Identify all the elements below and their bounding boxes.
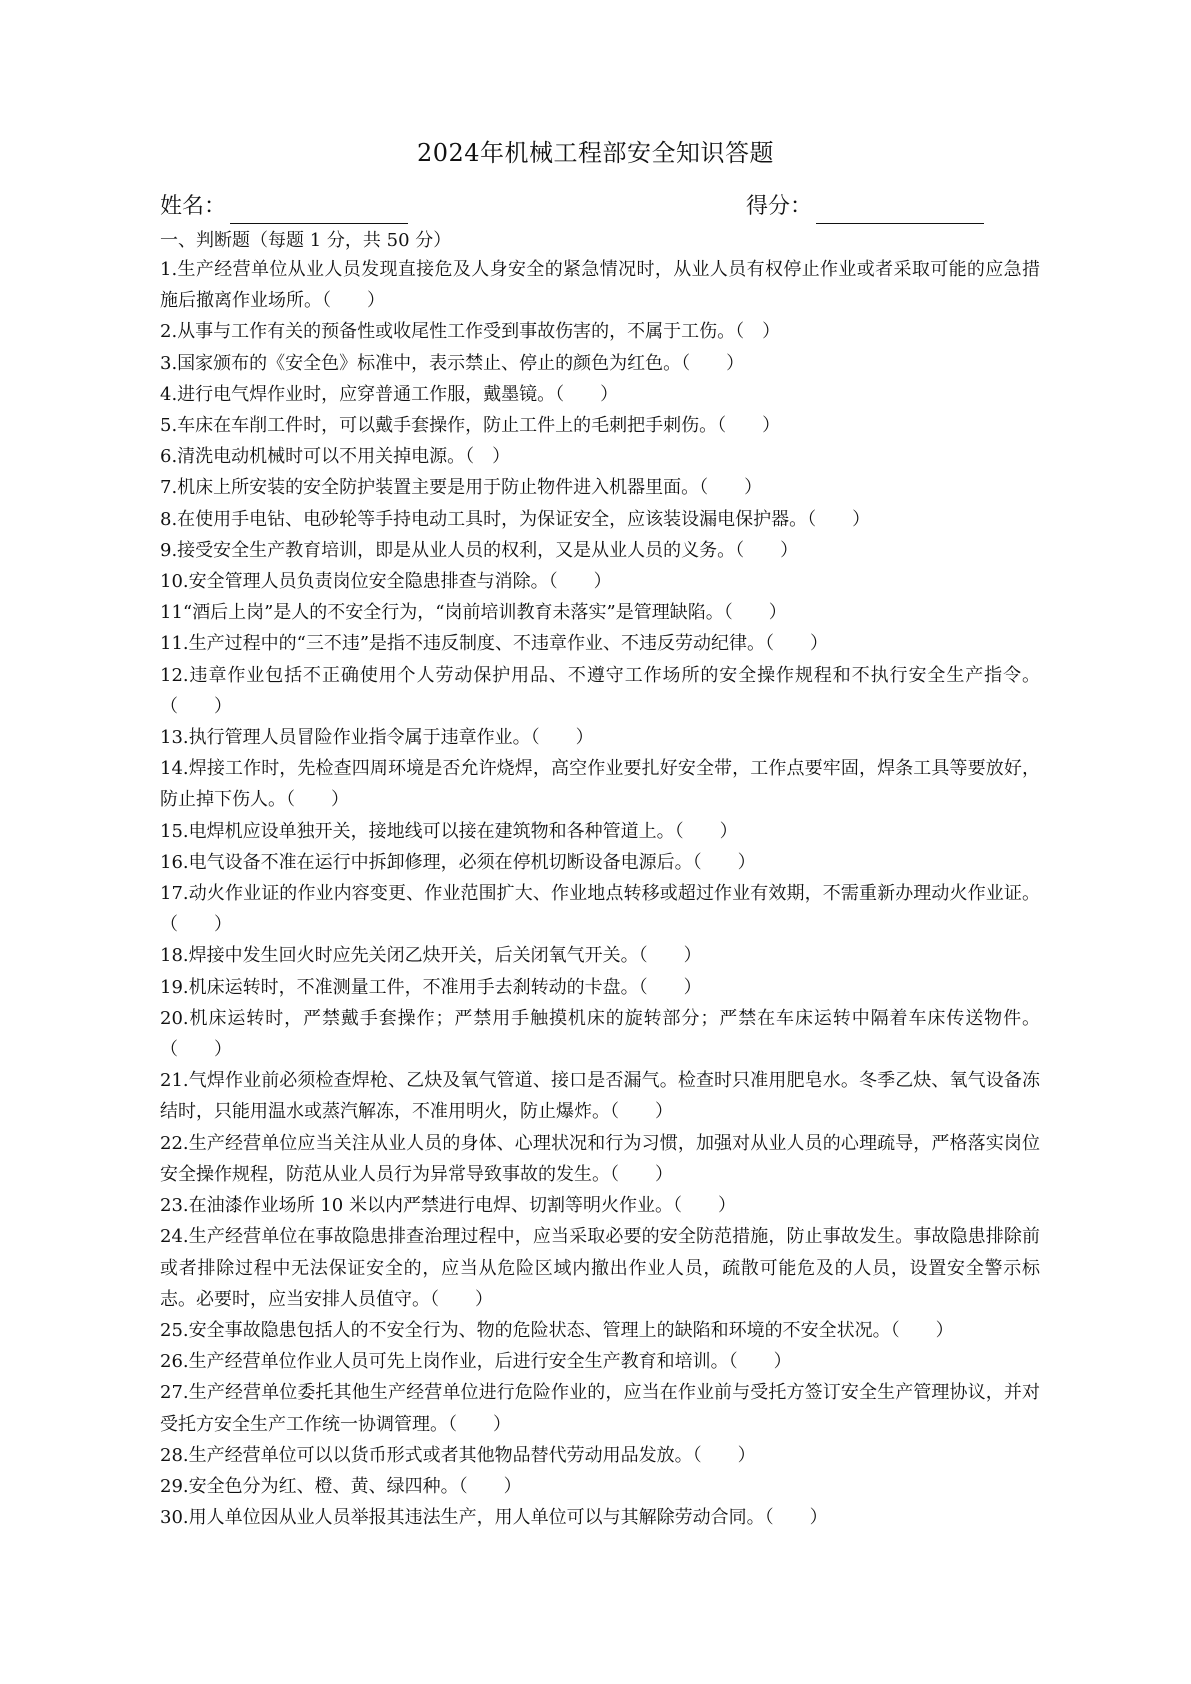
- name-field: [160, 190, 408, 224]
- question-item: 14.焊接工作时，先检查四周环境是否允许烧焊，高空作业要扎好安全带，工作点要牢固，焊条工具等要放好，防止掉下伤人。（ ）: [160, 758, 1040, 811]
- score-blank[interactable]: [816, 195, 984, 224]
- question-item: 29.安全色分为红、橙、黄、绿四种。（ ）: [160, 1475, 522, 1497]
- question-item: 8.在使用手电钻、电砂轮等手持电动工具时，为保证安全，应该装设漏电保护器。（ ）: [160, 508, 871, 530]
- question-item: 20.机床运转时，严禁戴手套操作；严禁用手触摸机床的旋转部分；严禁在车床运转中隔着车床传送物件。（ ）: [160, 1007, 1040, 1061]
- question-item: 18.焊接中发生回火时应先关闭乙炔开关，后关闭氧气开关。（ ）: [160, 945, 702, 967]
- question-item: 5.车床在车削工件时，可以戴手套操作，防止工件上的毛刺把手刺伤。（ ）: [160, 415, 781, 437]
- score-field: [746, 190, 984, 224]
- section-heading: 一、判断题（每题 1 分，共 50 分）: [160, 230, 452, 251]
- question-item: 25.安全事故隐患包括人的不安全行为、物的危险状态、管理上的缺陷和环境的不安全状况。（ ）: [160, 1319, 954, 1341]
- question-list: [160, 254, 1040, 1533]
- question-item: 13.执行管理人员冒险作业指令属于违章作业。（ ）: [160, 727, 594, 749]
- question-item: 11.生产过程中的“三不违”是指不违反制度、不违章作业、不违反劳动纪律。（ ）: [160, 633, 829, 655]
- name-label: 姓名：: [160, 194, 227, 219]
- question-item: 19.机床运转时，不准测量工件，不准用手去刹转动的卡盘。（ ）: [160, 976, 702, 998]
- question-item: 16.电气设备不准在运行中拆卸修理，必须在停机切断设备电源后。（ ）: [160, 851, 756, 873]
- question-item: 27.生产经营单位委托其他生产经营单位进行危险作业的，应当在作业前与受托方签订安全生产管理协议，并对受托方安全生产工作统一协调管理。（ ）: [160, 1382, 1040, 1435]
- header-fields: [160, 190, 1020, 226]
- question-item: 1.生产经营单位从业人员发现直接危及人身安全的紧急情况时，从业人员有权停止作业或者采取可能的应急措施后撤离作业场所。（ ）: [160, 259, 1040, 312]
- question-item: 30.用人单位因从业人员举报其违法生产，用人单位可以与其解除劳动合同。（ ）: [160, 1507, 828, 1529]
- question-item: 9.接受安全生产教育培训，即是从业人员的权利，又是从业人员的义务。（ ）: [160, 539, 799, 561]
- question-item: 22.生产经营单位应当关注从业人员的身体、心理状况和行为习惯，加强对从业人员的心理疏导，严格落实岗位安全操作规程，防范从业人员行为异常导致事故的发生。（ ）: [160, 1132, 1040, 1185]
- question-item: 4.进行电气焊作业时，应穿普通工作服，戴墨镜。（ ）: [160, 383, 619, 405]
- question-item: 10.安全管理人员负责岗位安全隐患排查与消除。（ ）: [160, 571, 612, 593]
- question-item: 26.生产经营单位作业人员可先上岗作业，后进行安全生产教育和培训。（ ）: [160, 1351, 792, 1373]
- question-item: 7.机床上所安装的安全防护装置主要是用于防止物件进入机器里面。（ ）: [160, 477, 763, 499]
- question-item: 2.从事与工作有关的预备性或收尾性工作受到事故伤害的，不属于工伤。（ ）: [160, 321, 781, 343]
- question-item: 28.生产经营单位可以以货币形式或者其他物品替代劳动用品发放。（ ）: [160, 1444, 756, 1466]
- question-item: 23.在油漆作业场所 10 米以内严禁进行电焊、切割等明火作业。（ ）: [160, 1195, 736, 1217]
- score-label: 得分：: [746, 194, 813, 219]
- question-item: 12.违章作业包括不正确使用个人劳动保护用品、不遵守工作场所的安全操作规程和不执行安全生产指令。（ ）: [160, 664, 1040, 717]
- name-blank[interactable]: [230, 195, 408, 224]
- question-item: 17.动火作业证的作业内容变更、作业范围扩大、作业地点转移或超过作业有效期，不需重新办理动火作业证。（ ）: [160, 883, 1040, 936]
- question-item: 15.电焊机应设单独开关，接地线可以接在建筑物和各种管道上。（ ）: [160, 820, 738, 842]
- question-item: 11“酒后上岗”是人的不安全行为，“岗前培训教育未落实”是管理缺陷。（ ）: [160, 602, 787, 624]
- question-item: 24.生产经营单位在事故隐患排查治理过程中，应当采取必要的安全防范措施，防止事故发生。事故隐患排除前或者排除过程中无法保证安全的，应当从危险区域内撤出作业人员，疏散可能危及的人员，设置安全警示标志。必要时，应当安排人员值守。（ ）: [160, 1226, 1040, 1310]
- question-item: 3.国家颁布的《安全色》标准中，表示禁止、停止的颜色为红色。（ ）: [160, 352, 745, 374]
- question-item: 21.气焊作业前必须检查焊枪、乙炔及氧气管道、接口是否漏气。检查时只准用肥皂水。冬季乙炔、氧气设备冻结时，只能用温水或蒸汽解冻，不准用明火，防止爆炸。（ ）: [160, 1070, 1040, 1123]
- page-title: 2024年机械工程部安全知识答题: [416, 139, 775, 167]
- question-item: 6.清洗电动机械时可以不用关掉电源。（ ）: [160, 446, 511, 468]
